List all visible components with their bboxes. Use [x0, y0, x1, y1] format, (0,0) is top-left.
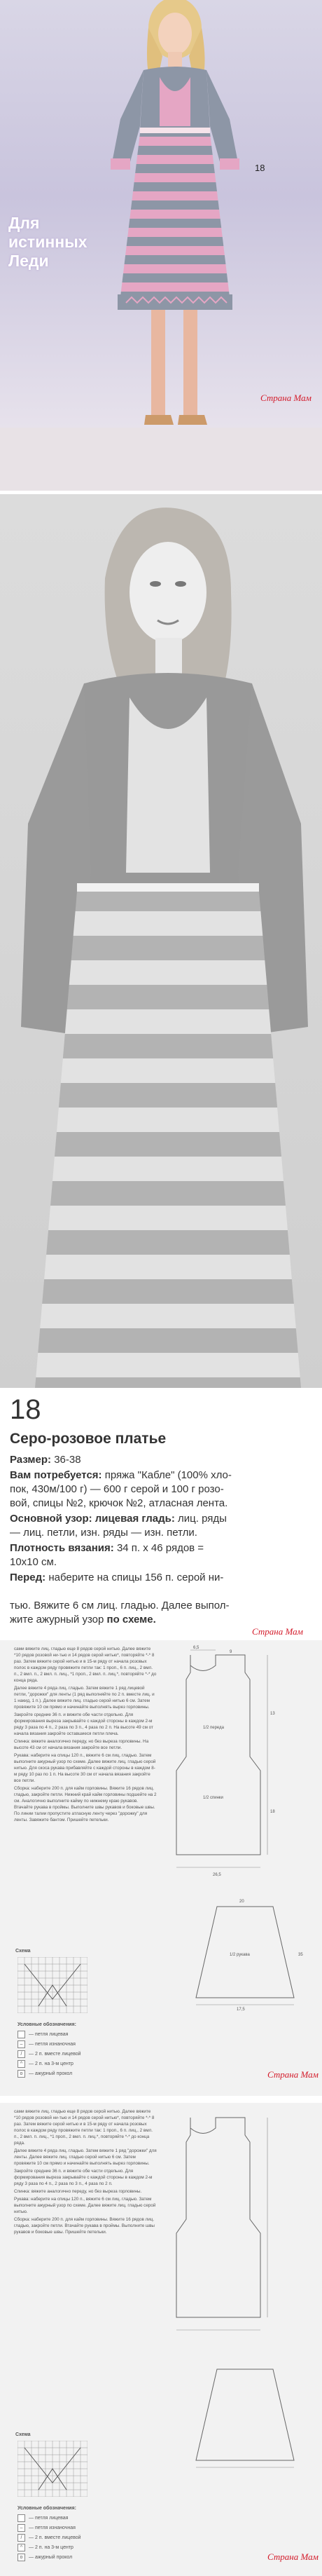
materials-label: Вам потребуется:: [10, 1469, 102, 1481]
stitch-chart-2: [18, 2441, 88, 2497]
legend-2-row: [18, 2523, 81, 2533]
schema-title-2: Схема: [15, 2432, 31, 2437]
legend-1-item0: — петля лицевая: [29, 2031, 69, 2037]
pattern-page-2: [0, 2103, 322, 2576]
decrease-center-icon: ^: [18, 2544, 25, 2551]
instr2-p2: Закройте средние 36 п. и вяжите обе части отдельно. Для формирования выреза закрывайте с каждой стороны в каждом 2-м ряду 3 раза по 4 п., 2 раза по 3 п., 4 раза по 2 п.: [14, 2169, 153, 2186]
cover-pattern-number: 18: [255, 163, 265, 173]
dim-label-1: 9: [230, 1650, 232, 1654]
legend-1-item4: — ажурный прокол: [29, 2071, 73, 2076]
detail-photo: [0, 494, 322, 1388]
instructions-text-1: [14, 1646, 158, 1825]
legend-2-item3: — 2 п. на 3-м центр: [29, 2544, 74, 2550]
article: [0, 1391, 322, 1595]
density-label: Плотность вязания:: [10, 1542, 114, 1554]
legend-1: [18, 2022, 81, 2078]
instr2-p4: Рукава: наберите на спицы 120 п., вяжите 6 см лиц. гладью. Затем выполните ажурный узор по схеме. Далее вяжите лиц. гладью серой нитью.: [14, 2197, 156, 2214]
sleeve-dim-2: 20: [239, 1900, 244, 1904]
legend-1-item1: — петля изнаночная: [29, 2041, 76, 2047]
legend-1-row: [18, 2039, 81, 2049]
instr1-p5: Сборка: наберите 200 п. для кайм горловины. Вяжите 16 рядов лиц. гладью, закройте петли. Нижний край кайм горловины подшейте на 2 см. Аналогично выполните кайму по нижнему краю рукавов. Втачайте рукава в проймы. Выполните швы рукавов и боковые швы. По линии талии пропустите атласную ленту через "дорожку" для ленты. Завяжите бантом. Пришейте петельки.: [14, 1786, 157, 1822]
pattern-page-1-watermark: Страна Мам: [267, 2069, 318, 2080]
instr1-p4: Рукава: наберите на спицы 120 п., вяжите 6 см лиц. гладью. Затем выполните ажурный узор по схеме. Далее вяжите лиц. гладью серой нитью. Для скоса рукава прибавляйте с каждой стороны в каждом 8-м ряду 10 раз по 1 п. На высоте 30 см от начала вязания закройте все петли.: [14, 1753, 156, 1783]
size-line: [10, 1453, 311, 1467]
legend-2-item4: — ажурный прокол: [29, 2554, 73, 2560]
size-value: 36-38: [54, 1454, 81, 1466]
legend-1-row: [18, 2049, 81, 2059]
density-text1: 34 п. х 46 рядов =: [116, 1542, 204, 1554]
pattern-label: Основной узор: лицевая гладь:: [10, 1513, 175, 1525]
materials-line2: пок, 430м/100 г) — 600 г серой и 100 г розо-: [10, 1483, 224, 1495]
cover-title-line1: Для: [8, 214, 40, 232]
pattern-page-1: [0, 1640, 322, 2096]
pattern-line1: [10, 1512, 311, 1526]
yarn-over-icon: o: [18, 2070, 25, 2078]
article-watermark: Страна Мам: [252, 1626, 303, 1637]
front-text3b: по схеме.: [106, 1614, 156, 1626]
sleeve-dim-3: 17,5: [237, 2008, 245, 2012]
knit-stitch-icon: [18, 2031, 25, 2038]
article-number: 18: [10, 1394, 41, 1425]
front-text1: наберите на спицы 156 п. серой ни-: [48, 1572, 224, 1583]
instr2-p0: сами вяжите лиц. гладью еще 8 рядов серой нитью. Далее вяжите *10 рядов розовой ни-тью и 14 рядов серой нитью*, повторяйте *-* 8 раз. Затем вяжите серой нитью и в 15-м ряду от начала розовых полос в каждом ряду провяжите петли так: 1 проп., 6 п. лиц., 2 вмл. п., 2 вмл. п. лиц., *1 проп., 2 вмл. п. лиц.*, повторяйте *-* до конца ряда.: [14, 2109, 155, 2146]
dim-label-3: 13: [270, 1712, 275, 1716]
article-title: Серо-розовое платье: [10, 1431, 167, 1447]
dim-label-0: 6,5: [193, 1646, 200, 1650]
legend-1-row: [18, 2059, 81, 2069]
pattern-page-2-watermark: Страна Мам: [267, 2551, 318, 2562]
legend-1-row: [18, 2069, 81, 2078]
legend-2-item0: — петля лицевая: [29, 2515, 69, 2521]
instr2-p3: Спинка: вяжите аналогично переду, но без выреза горловины.: [14, 2189, 142, 2194]
legend-2-row: [18, 2513, 81, 2523]
instr1-p2: Закройте средние 36 п. и вяжите обе части отдельно. Для формирования выреза закрывайте с каждой стороны в каждом 2-м ряду 3 раза по 4 п., 2 раза по 3 п., 4 раза по 2 п. На высоте 49 см от начала вязания закройте оставшиеся петли плеча.: [14, 1712, 153, 1736]
legend-2-title: Условные обозначения:: [18, 2506, 76, 2511]
legend-1-title: Условные обозначения:: [18, 2022, 76, 2027]
instr1-p0: сами вяжите лиц. гладью еще 8 рядов серой нитью. Далее вяжите *10 рядов розовой ни-тью и 14 рядов серой нитью*, повторяйте *-* 8 раз. Затем вяжите серой нитью и в 15-м ряду от начала розовых полос в каждом ряду провяжите петли так: 1 проп., 6 п. лиц., 2 вмл. п., 2 вмл. п., 2 вмл. п. лиц., *1 проп., 2 вмл. п. лиц.*, повторяйте *-* до конца ряда.: [14, 1647, 157, 1683]
cover-title-line2: истинных: [8, 233, 88, 251]
sleeve-schematic-1: [175, 1893, 315, 2012]
pattern-text1: лиц. ряды: [178, 1513, 227, 1525]
legend-1-row: [18, 2029, 81, 2039]
sleeve-dim-1: 35: [298, 1953, 303, 1957]
cover-watermark: Страна Мам: [260, 393, 312, 403]
dim-label-5: 18: [270, 1810, 275, 1814]
legend-2-row: [18, 2533, 81, 2542]
legend-2: [18, 2506, 81, 2562]
front-line1: [10, 1571, 311, 1585]
legend-2-row: [18, 2542, 81, 2552]
garment-schematic-1: [162, 1644, 316, 1886]
sleeve-schematic-2: [175, 2355, 315, 2474]
instr2-p5: Сборка: наберите 200 п. для кайм горловины. Вяжите 16 рядов лиц. гладью, закройте петли. Втачайте рукава в проймы. Выполните швы рукавов и боковые швы. Пришейте петельки.: [14, 2217, 155, 2235]
instr2-p1: Далее вяжите 4 ряда лиц. гладью. Затем вяжите 1 ряд "дорожки" для ленты. Далее вяжите лиц. гладью серой нитью 6 см. Затем провяжите 10 см прямо и начинайте выполнять вырез горловины.: [14, 2148, 157, 2166]
front-line3: [10, 1613, 311, 1627]
k2tog-icon: /: [18, 2534, 25, 2542]
dim-label-2: 1/2 переда: [203, 1726, 224, 1730]
pattern-line2: — лиц. петли, изн. ряды — изн. петли.: [10, 1527, 197, 1539]
stitch-chart-1: [18, 1957, 88, 2013]
sleeve-dim-0: 1/2 рукава: [230, 1953, 250, 1957]
instr1-p3: Спинка: вяжите аналогично переду, но без выреза горловины. На высоте 43 см от начала вязания закройте все петли.: [14, 1739, 149, 1750]
k2tog-icon: /: [18, 2050, 25, 2058]
dim-label-4: 1/2 спинки: [203, 1796, 223, 1800]
legend-1-item3: — 2 п. на 3-м центр: [29, 2061, 74, 2066]
cover-title-line3: Леди: [8, 252, 49, 270]
materials-line1: [10, 1468, 311, 1483]
yarn-over-icon: o: [18, 2554, 25, 2561]
density-line2: 10х10 см.: [10, 1556, 57, 1568]
decrease-center-icon: ^: [18, 2060, 25, 2068]
purl-stitch-icon: –: [18, 2040, 25, 2048]
schema-title-1: Схема: [15, 1949, 31, 1954]
purl-stitch-icon: –: [18, 2524, 25, 2532]
legend-2-item2: — 2 п. вместе лицевой: [29, 2535, 81, 2540]
legend-1-item2: — 2 п. вместе лицевой: [29, 2051, 81, 2057]
materials-line3: вой, спицы №2, крючок №2, атласная лента.: [10, 1497, 228, 1509]
front-label: Перед:: [10, 1572, 46, 1583]
cover-title: [8, 214, 113, 271]
instructions-text-2: [14, 2108, 158, 2237]
front-text3: жите ажурный узор: [10, 1614, 104, 1626]
front-line2: тью. Вяжите 6 см лиц. гладью. Далее выпол-: [10, 1600, 230, 1611]
cover-photo: [0, 0, 322, 491]
garment-schematic-2: [162, 2107, 316, 2345]
model-figure-gray: [0, 494, 322, 1388]
knit-stitch-icon: [18, 2514, 25, 2522]
size-label: Размер:: [10, 1454, 52, 1466]
materials-text1: пряжа "Кабле" (100% хло-: [104, 1469, 232, 1481]
legend-2-item1: — петля изнаночная: [29, 2525, 76, 2530]
instr1-p1: Далее вяжите 4 ряда лиц. гладью. Затем вяжите 1 ряд лицевой петли, "дорожки" для ленты (1 ряд выполняйте по 2 п. вместе лиц. и 1 накид, 1 п.). Далее вяжите лиц. гладью серой нитью 6 см. Затем провяжите 10 см прямо и начинайте выполнять вырез горловины.: [14, 1686, 155, 1710]
legend-2-row: [18, 2552, 81, 2562]
density-line1: [10, 1541, 311, 1555]
dim-label-6: 26,5: [213, 1873, 221, 1877]
